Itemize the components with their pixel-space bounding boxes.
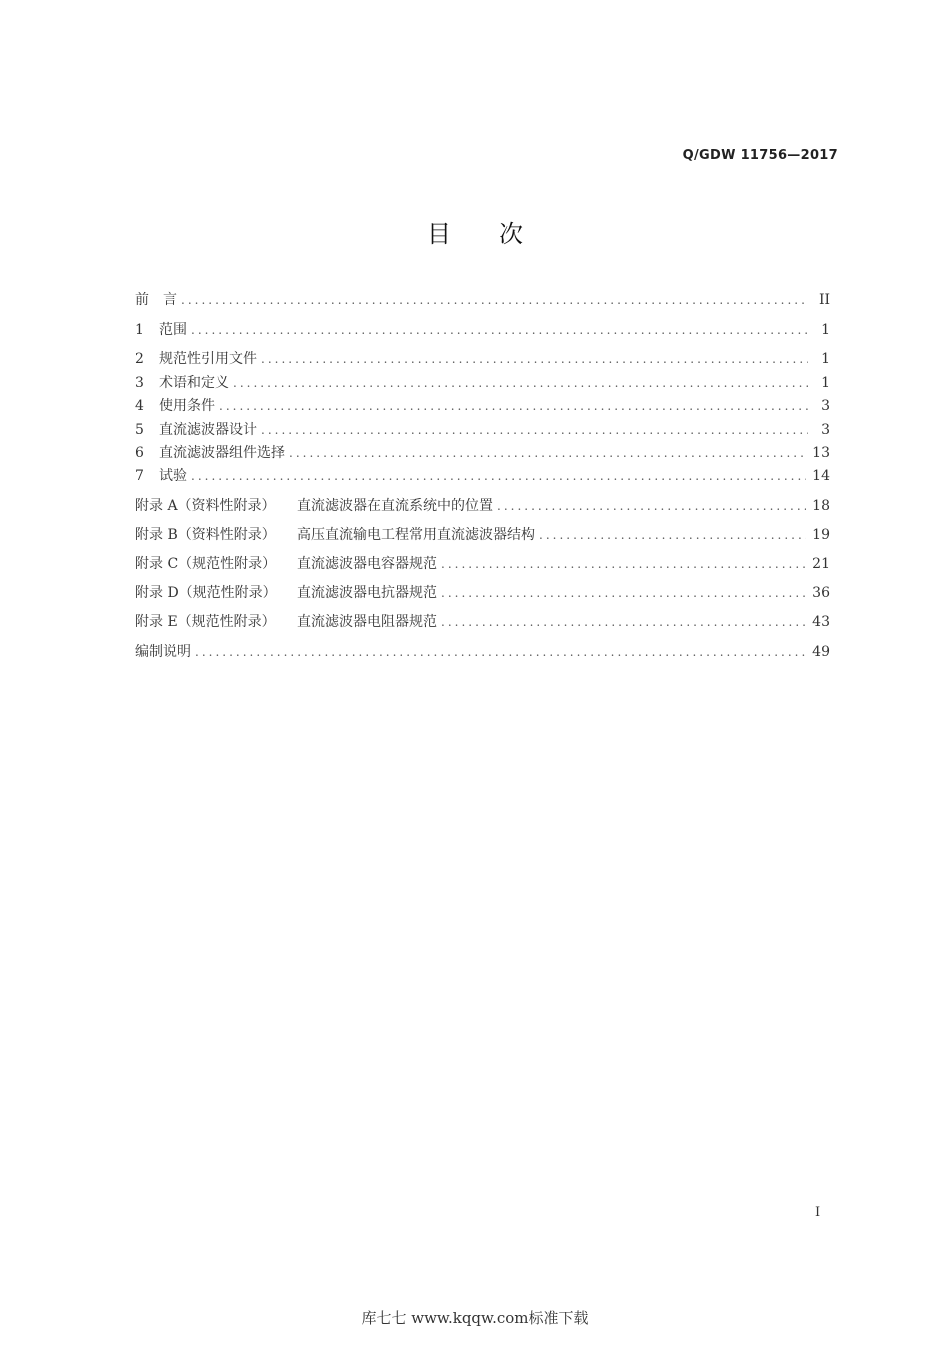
toc-entry-label: 前 言 [135,292,177,308]
toc-entry-number: 7 [135,468,144,484]
toc-dot-leader [289,443,806,463]
toc-entry-compilation-notes[interactable] [135,642,830,662]
toc-appendix-tag: 附录 E（规范性附录） [135,614,276,630]
toc-entry-number: 4 [135,398,144,414]
page-number: I [815,1205,821,1220]
toc-entry-page: 3 [821,398,830,414]
toc-entry-page: 14 [812,468,830,484]
toc-entry-page: 49 [812,644,830,660]
toc-entry-number: 5 [135,422,144,438]
toc-appendix-tag: 附录 B（资料性附录） [135,527,276,543]
toc-entry-appendix-c[interactable] [135,554,830,574]
toc-entry-page: 13 [812,445,830,461]
toc-entry-appendix-a[interactable] [135,496,830,516]
toc-entry-number: 3 [135,375,144,391]
toc-entry-page: 1 [821,375,830,391]
toc-entry-label: 编制说明 [135,644,191,660]
toc-entry-label: 直流滤波器在直流系统中的位置 [297,498,493,514]
footer-watermark: 库七七 www.kqqw.com标准下载 [361,1309,589,1327]
toc-entry-tests[interactable] [135,466,830,486]
toc-entry-label: 直流滤波器组件选择 [159,445,285,461]
toc-entry-foreword[interactable] [135,290,830,310]
toc-dot-leader [261,349,808,369]
toc-entry-page: 43 [812,614,830,630]
toc-dot-leader [441,554,806,574]
toc-entry-page: 36 [812,585,830,601]
toc-entry-label: 直流滤波器电阻器规范 [297,614,437,630]
toc-entry-appendix-d[interactable] [135,583,830,603]
toc-entry-number: 2 [135,351,144,367]
toc-appendix-tag: 附录 D（规范性附录） [135,585,277,601]
toc-dot-leader [191,320,808,340]
toc-dot-leader [539,525,806,545]
toc-entry-number: 1 [135,322,144,338]
toc-dot-leader [441,583,806,603]
toc-entry-label: 直流滤波器设计 [159,422,257,438]
toc-entry-filter-design[interactable] [135,420,830,440]
toc-title: 目次 [427,220,571,248]
toc-entry-component-selection[interactable] [135,443,830,463]
toc-entry-page: 1 [821,351,830,367]
toc-entry-normative-references[interactable] [135,349,830,369]
toc-dot-leader [233,373,808,393]
toc-entry-label: 直流滤波器电容器规范 [297,556,437,572]
standard-number: Q/GDW 11756—2017 [682,148,838,163]
toc-dot-leader [191,466,806,486]
toc-entry-page: 21 [812,556,830,572]
toc-entry-label: 直流滤波器电抗器规范 [297,585,437,601]
toc-dot-leader [261,420,808,440]
toc-dot-leader [195,642,806,662]
toc-entry-number: 6 [135,445,144,461]
toc-dot-leader [441,612,806,632]
toc-entry-label: 规范性引用文件 [159,351,257,367]
toc-entry-page: 18 [812,498,830,514]
toc-entry-scope[interactable] [135,320,830,340]
toc-dot-leader [497,496,806,516]
toc-entry-label: 高压直流输电工程常用直流滤波器结构 [297,527,535,543]
toc-entry-service-conditions[interactable] [135,396,830,416]
toc-appendix-tag: 附录 C（规范性附录） [135,556,277,572]
toc-appendix-tag: 附录 A（资料性附录） [135,498,276,514]
toc-dot-leader [219,396,808,416]
toc-entry-appendix-e[interactable] [135,612,830,632]
toc-entry-label: 范围 [159,322,187,338]
toc-entry-label: 试验 [159,468,187,484]
toc-entry-page: 19 [812,527,830,543]
toc-entry-terms-definitions[interactable] [135,373,830,393]
toc-entry-label: 术语和定义 [159,375,229,391]
toc-entry-label: 使用条件 [159,398,215,414]
toc-entry-page: 1 [821,322,830,338]
toc-entry-page: II [818,292,830,308]
toc-entry-appendix-b[interactable] [135,525,830,545]
toc-dot-leader [181,290,808,310]
toc-entry-page: 3 [821,422,830,438]
